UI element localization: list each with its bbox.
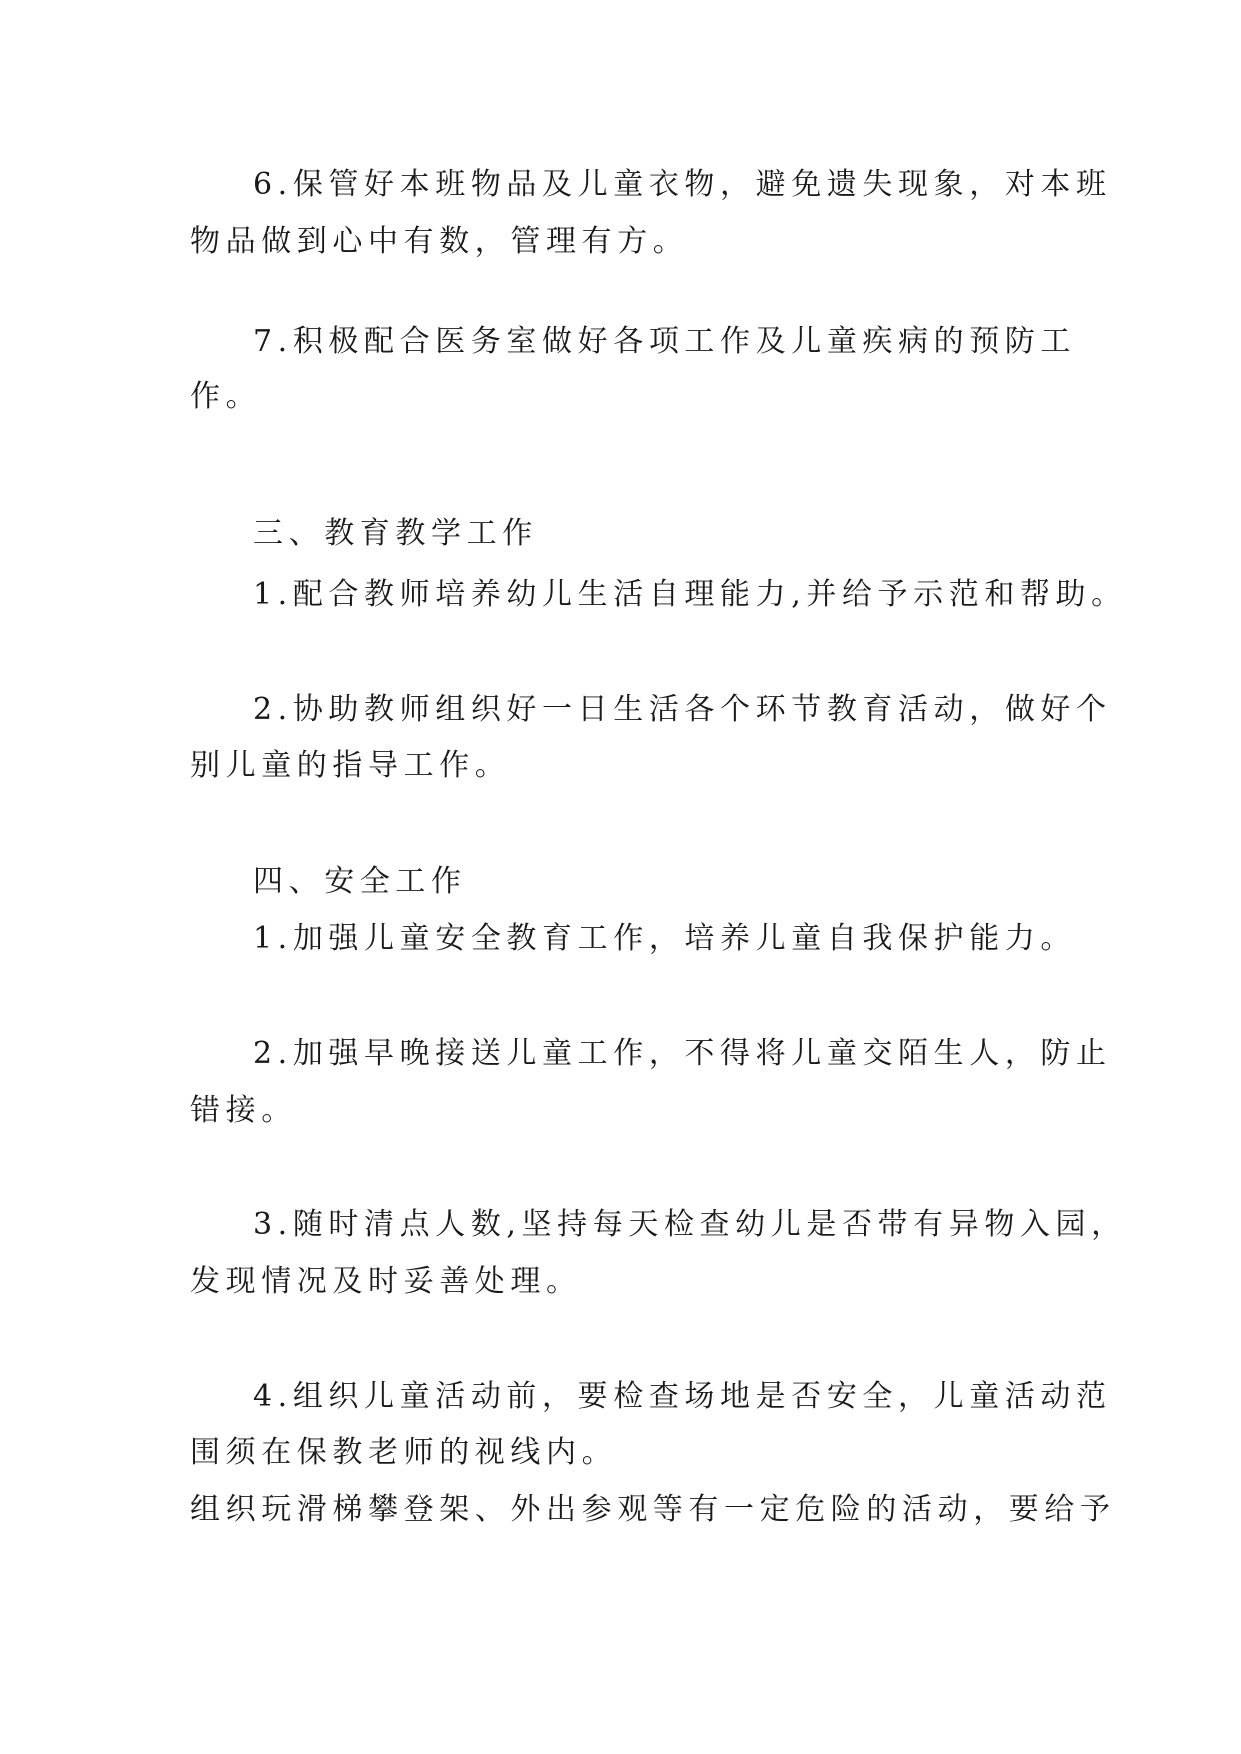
item-6-line-2: 物品做到心中有数，管理有方。	[190, 224, 689, 259]
safety-item-3-line-2: 发现情况及时妥善处理。	[190, 1264, 582, 1299]
education-item-2-line-2: 别儿童的指导工作。	[190, 748, 511, 783]
safety-item-4-line-2: 围须在保教老师的视线内。	[190, 1435, 618, 1470]
education-item-2-line-1: 2.协助教师组织好一日生活各个环节教育活动，做好个	[253, 692, 1112, 727]
item-7-line-1: 7.积极配合医务室做好各项工作及儿童疾病的预防工	[253, 324, 1077, 359]
safety-item-2-line-1: 2.加强早晚接送儿童工作，不得将儿童交陌生人，防止	[253, 1036, 1112, 1071]
safety-item-4-line-1: 4.组织儿童活动前，要检查场地是否安全，儿童活动范	[253, 1379, 1112, 1414]
education-item-1: 1.配合教师培养幼儿生活自理能力,并给予示范和帮助。	[253, 577, 1127, 612]
section-heading-education: 三、教育教学工作	[253, 516, 538, 551]
safety-item-4-line-3: 组织玩滑梯攀登架、外出参观等有一定危险的活动，要给予	[190, 1492, 1116, 1527]
safety-item-3-line-1: 3.随时清点人数,坚持每天检查幼儿是否带有异物入园，	[253, 1207, 1127, 1242]
item-7-line-2: 作。	[190, 379, 262, 414]
section-heading-safety: 四、安全工作	[253, 864, 467, 899]
safety-item-2-line-2: 错接。	[190, 1093, 297, 1128]
safety-item-1: 1.加强儿童安全教育工作，培养儿童自我保护能力。	[253, 921, 1077, 956]
item-6-line-1: 6.保管好本班物品及儿童衣物，避免遗失现象，对本班	[253, 167, 1112, 202]
